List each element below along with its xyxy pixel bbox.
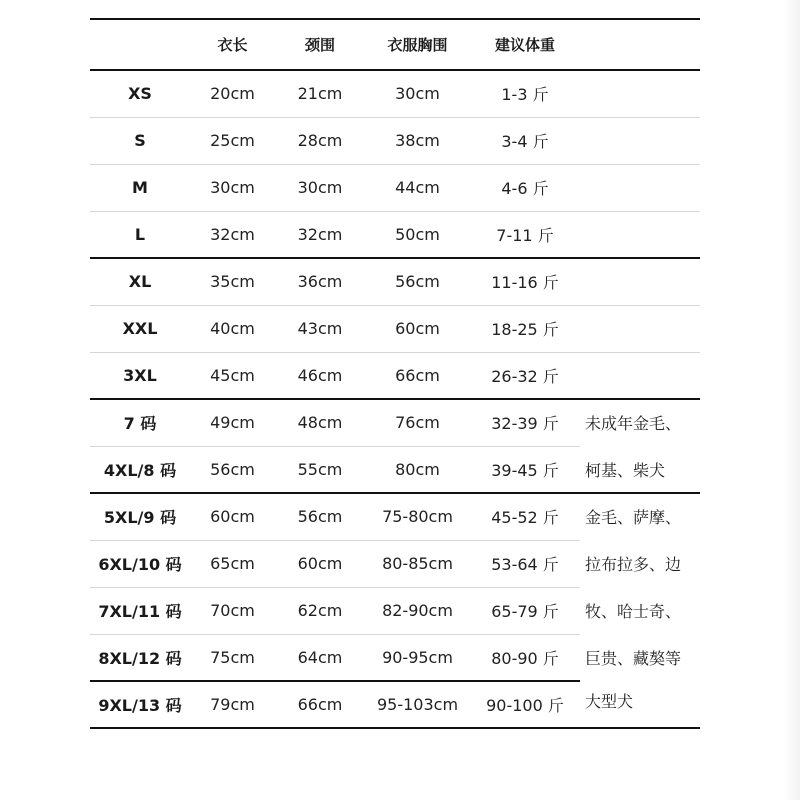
length-cell: 79cm	[210, 695, 255, 714]
size-chart-table	[90, 18, 700, 728]
length-cell: 65cm	[210, 554, 255, 573]
neck-cell: 48cm	[297, 413, 343, 432]
breed-note-line: 未成年金毛、	[585, 414, 682, 433]
chest-cell: 75-80cm	[382, 507, 453, 526]
size-cell: 7 码	[123, 414, 157, 433]
size-cell: 9XL/13 码	[98, 696, 182, 715]
weight-cell: 32-39 斤	[491, 414, 559, 433]
size-cell: 5XL/9 码	[103, 508, 177, 527]
neck-cell: 43cm	[297, 319, 343, 338]
size-cell: L	[134, 225, 146, 244]
weight-cell: 45-52 斤	[491, 508, 559, 527]
weight-cell: 7-11 斤	[496, 226, 554, 245]
neck-cell: 62cm	[297, 601, 343, 620]
size-cell: 6XL/10 码	[98, 555, 182, 574]
header-length: 衣长	[217, 35, 248, 54]
length-cell: 30cm	[210, 178, 255, 197]
chest-cell: 76cm	[395, 413, 440, 432]
length-cell: 56cm	[210, 460, 255, 479]
neck-cell: 28cm	[297, 131, 343, 150]
size-cell: 7XL/11 码	[98, 602, 182, 621]
header-weight: 建议体重	[494, 35, 555, 54]
weight-cell: 1-3 斤	[501, 85, 549, 104]
size-cell: M	[132, 178, 148, 197]
neck-cell: 30cm	[297, 178, 343, 197]
neck-cell: 55cm	[297, 460, 343, 479]
weight-cell: 11-16 斤	[491, 273, 559, 292]
length-cell: 40cm	[210, 319, 255, 338]
length-cell: 60cm	[210, 507, 255, 526]
length-cell: 45cm	[210, 366, 255, 385]
weight-cell: 3-4 斤	[501, 132, 549, 151]
breed-note-line: 柯基、柴犬	[585, 461, 666, 480]
size-cell: XS	[128, 84, 152, 103]
neck-cell: 60cm	[297, 554, 343, 573]
size-cell: S	[134, 131, 146, 150]
neck-cell: 46cm	[297, 366, 343, 385]
chest-cell: 50cm	[395, 225, 440, 244]
weight-cell: 4-6 斤	[501, 179, 549, 198]
chest-cell: 82-90cm	[382, 601, 453, 620]
chest-cell: 95-103cm	[376, 695, 459, 714]
chest-cell: 30cm	[395, 84, 440, 103]
neck-cell: 21cm	[297, 84, 343, 103]
chest-cell: 38cm	[395, 131, 440, 150]
neck-cell: 32cm	[297, 225, 343, 244]
neck-cell: 64cm	[297, 648, 343, 667]
length-cell: 75cm	[210, 648, 255, 667]
neck-cell: 56cm	[297, 507, 343, 526]
weight-cell: 26-32 斤	[491, 367, 559, 386]
weight-cell: 18-25 斤	[491, 320, 559, 339]
chest-cell: 80-85cm	[382, 554, 453, 573]
chest-cell: 80cm	[395, 460, 440, 479]
breed-note-line: 牧、哈士奇、	[585, 602, 682, 621]
breed-note-line: 金毛、萨摩、	[585, 508, 682, 527]
neck-cell: 66cm	[297, 695, 343, 714]
weight-cell: 53-64 斤	[491, 555, 559, 574]
chest-cell: 90-95cm	[382, 648, 453, 667]
length-cell: 25cm	[210, 131, 255, 150]
length-cell: 70cm	[210, 601, 255, 620]
size-cell: XXL	[122, 319, 158, 338]
table-top-rule	[90, 18, 700, 20]
chest-cell: 66cm	[395, 366, 440, 385]
size-cell: 3XL	[123, 366, 157, 385]
chest-cell: 56cm	[395, 272, 440, 291]
size-cell: XL	[128, 272, 152, 291]
header-chest: 衣服胸围	[387, 35, 448, 54]
header-neck: 颈围	[304, 35, 335, 54]
chest-cell: 60cm	[395, 319, 440, 338]
weight-cell: 90-100 斤	[486, 696, 564, 715]
length-cell: 35cm	[210, 272, 255, 291]
weight-cell: 80-90 斤	[491, 649, 559, 668]
breed-note-line: 拉布拉多、边	[585, 555, 682, 574]
neck-cell: 36cm	[297, 272, 343, 291]
weight-cell: 65-79 斤	[491, 602, 559, 621]
breed-note-line: 巨贵、藏獒等	[585, 649, 682, 668]
page-edge-shade	[784, 0, 800, 800]
size-cell: 8XL/12 码	[98, 649, 182, 668]
length-cell: 20cm	[210, 84, 255, 103]
weight-cell: 39-45 斤	[491, 461, 559, 480]
length-cell: 32cm	[210, 225, 255, 244]
chest-cell: 44cm	[395, 178, 440, 197]
breed-note-line: 大型犬	[585, 692, 634, 711]
length-cell: 49cm	[210, 413, 255, 432]
size-cell: 4XL/8 码	[103, 461, 177, 480]
